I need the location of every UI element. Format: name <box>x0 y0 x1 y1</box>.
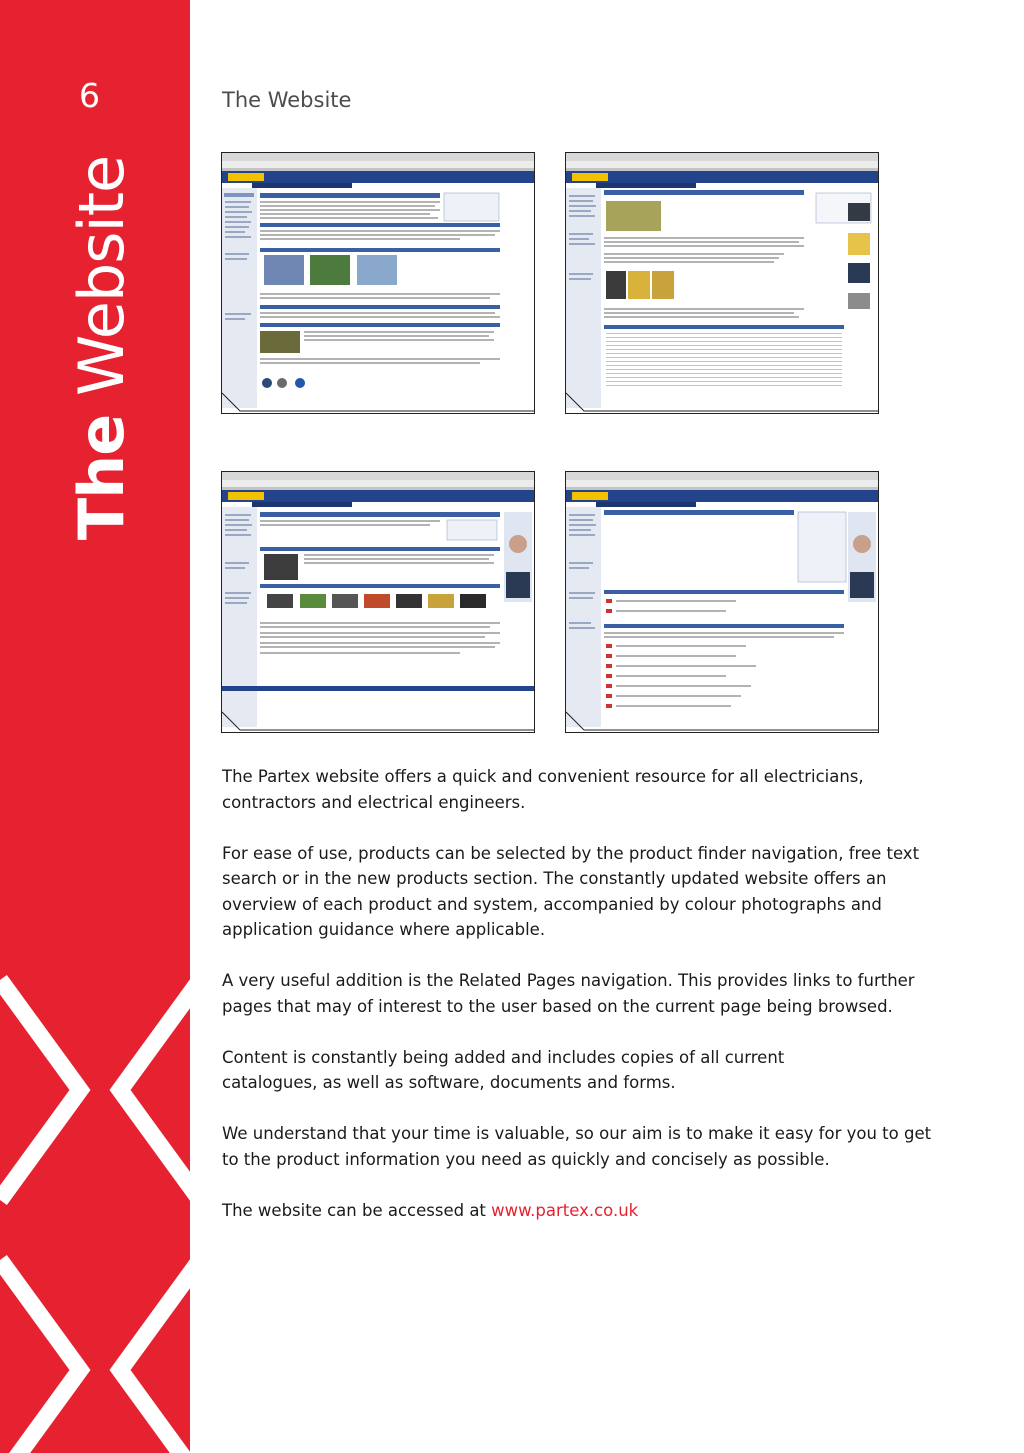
chevron-pattern <box>0 960 190 1453</box>
access-prefix: The website can be accessed at <box>222 1200 492 1220</box>
paragraph-access <box>222 1198 932 1224</box>
page-title: The Website <box>222 88 352 112</box>
vertical-title-light: Website <box>65 155 138 396</box>
paragraph-ease-of-use: For ease of use, products can be selected by the product finder navigation, free text search or in the new products section. The constantly updated website offers an overview of each product and system, accompanied by colour photographs and application guidance where applicable. <box>222 843 920 939</box>
page-number: 6 <box>79 76 100 115</box>
body-text <box>222 764 932 1249</box>
paragraph-related-pages: A very useful addition is the Related Pages navigation. This provides links to further pages that may of interest to the user based on the current page being browsed. <box>222 971 915 1016</box>
vertical-title <box>65 155 138 541</box>
website-link[interactable]: www.partex.co.uk <box>491 1200 639 1220</box>
screenshot-electrical-markers <box>565 152 879 414</box>
screenshot-downloads <box>565 471 879 733</box>
screenshot-wire-processors <box>221 471 535 733</box>
paragraph-intro: The Partex website offers a quick and convenient resource for all electricians, contractors and electrical engineers. <box>222 767 864 812</box>
paragraph-content: Content is constantly being added and includes copies of all current catalogues, as well as software, documents and forms. <box>222 1047 785 1092</box>
paragraph-time: We understand that your time is valuable, so our aim is to make it easy for you to get to the product information you need as quickly and concisely as possible. <box>222 1124 932 1169</box>
vertical-title-bold: The <box>65 414 138 541</box>
screenshot-about-partex <box>221 152 535 414</box>
red-sidebar <box>0 0 190 1453</box>
